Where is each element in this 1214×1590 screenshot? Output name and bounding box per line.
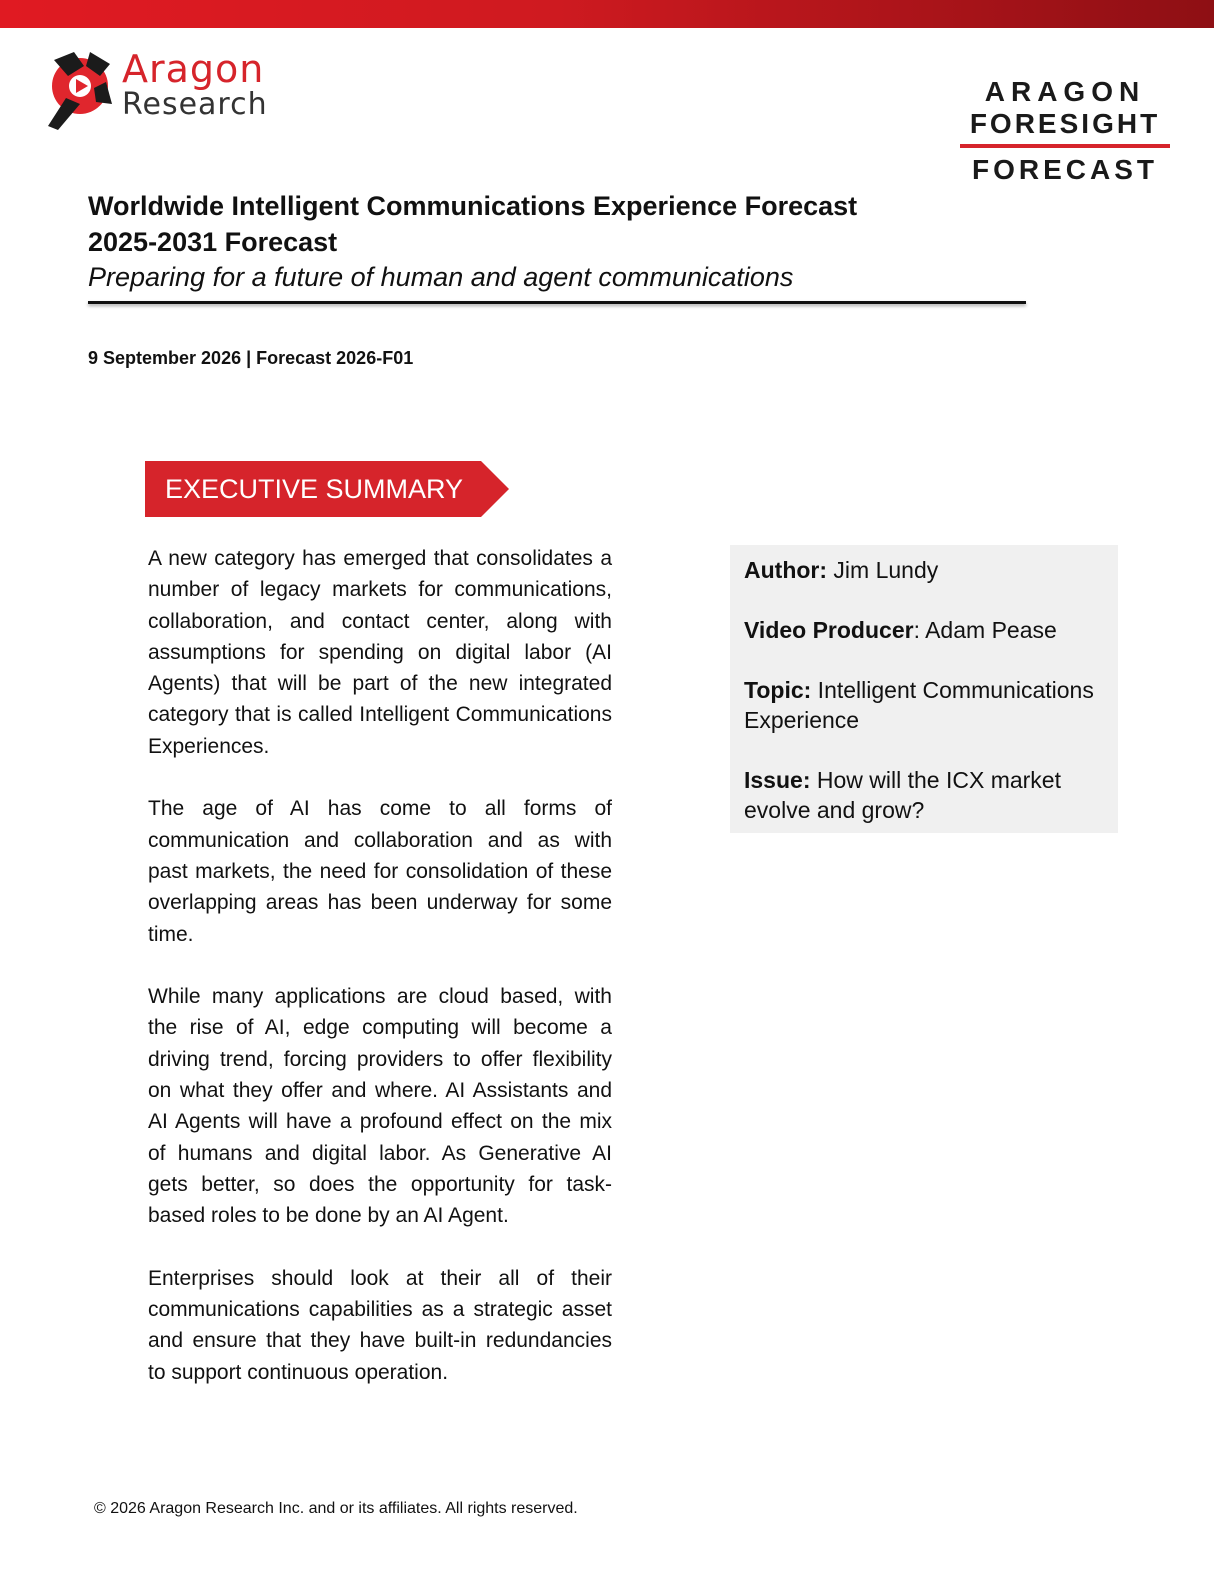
aragon-research-logo bbox=[44, 46, 324, 136]
copyright-footer: © 2026 Aragon Research Inc. and or its affiliates. All rights reserved. bbox=[94, 1500, 578, 1517]
badge-line-forecast: FORECAST bbox=[972, 154, 1158, 185]
badge-line-foresight: FORESIGHT bbox=[969, 108, 1161, 139]
executive-summary-heading: EXECUTIVE SUMMARY bbox=[165, 474, 464, 504]
document-title-line-2: 2025-2031 Forecast bbox=[88, 227, 338, 257]
video-producer-value: : Adam Pease bbox=[913, 617, 1057, 643]
report-metadata-box bbox=[730, 545, 1118, 833]
topic-label: Topic: bbox=[744, 677, 812, 703]
foresight-forecast-badge bbox=[960, 76, 1170, 186]
badge-divider bbox=[960, 144, 1170, 148]
author-entry bbox=[744, 555, 1104, 585]
document-title-line-1: Worldwide Intelligent Communications Experience Forecast bbox=[88, 191, 858, 221]
top-accent-bar bbox=[0, 0, 1214, 28]
topic-entry bbox=[744, 675, 1104, 735]
summary-paragraph: While many applications are cloud based, with the rise of AI, edge computing will become a driving trend, forcing providers to offer flexibility on what they offer and where. AI Assistants and AI Agents will have a profound effect on the mix of humans and digital labor. As Generative AI gets better, so does the opportunity for task-based roles to be done by an AI Agent. bbox=[148, 985, 612, 1228]
video-producer-label: Video Producer bbox=[744, 617, 914, 643]
logo-wordmark-aragon: Aragon bbox=[122, 47, 265, 91]
author-value: Jim Lundy bbox=[827, 557, 939, 583]
author-label: Author: bbox=[744, 557, 828, 583]
aragon-logo-mark-icon bbox=[44, 46, 116, 132]
executive-summary-body bbox=[148, 543, 612, 1419]
issue-entry bbox=[744, 765, 1104, 825]
summary-paragraph: Enterprises should look at their all of their communications capabilities as a strategic asset and ensure that they have built-in redundancies to support continuous operation. bbox=[148, 1266, 612, 1384]
document-title bbox=[88, 188, 857, 260]
issue-label: Issue: bbox=[744, 767, 811, 793]
document-subtitle: Preparing for a future of human and agent communications bbox=[88, 262, 794, 292]
topic-value: Intelligent Communications Experience bbox=[744, 677, 1094, 733]
publication-dateline: 9 September 2026 | Forecast 2026-F01 bbox=[88, 348, 414, 368]
badge-line-aragon: ARAGON bbox=[984, 76, 1146, 107]
issue-value: How will the ICX market evolve and grow? bbox=[744, 767, 1061, 823]
video-producer-entry bbox=[744, 615, 1104, 645]
executive-summary-banner bbox=[145, 461, 511, 517]
summary-paragraph: The age of AI has come to all forms of communication and collaboration and as with past markets, the need for consolidation of these overlapping areas has been underway for some time. bbox=[148, 797, 612, 946]
title-divider bbox=[88, 301, 1026, 304]
logo-wordmark-research: Research bbox=[122, 87, 268, 122]
summary-paragraph: A new category has emerged that consolidates a number of legacy markets for communications, collaboration, and contact center, along with assumptions for spending on digital labor (AI Agents) that will be part of the new integrated category that is called Intelligent Communications Experiences. bbox=[148, 547, 612, 758]
